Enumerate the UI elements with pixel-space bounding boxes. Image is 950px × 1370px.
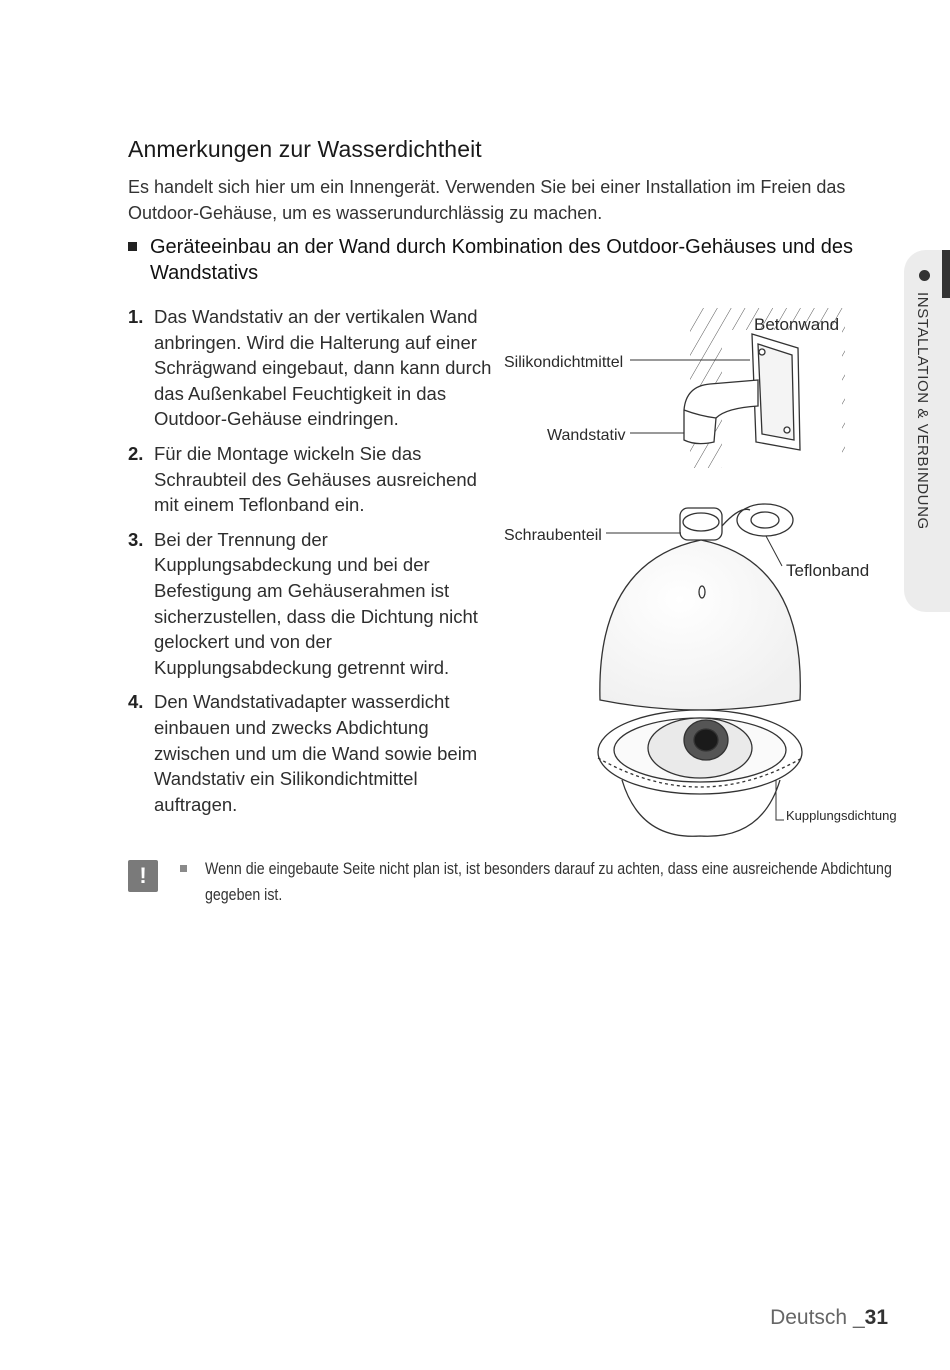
leader-line-teflonband <box>766 536 782 566</box>
label-betonwand: Betonwand <box>754 315 840 334</box>
note-text: Wenn die eingebaute Seite nicht plan ist, ist besonders darauf zu achten, dass eine ausreichende Abdichtung gegeben ist. <box>205 860 892 904</box>
steps-list <box>128 304 500 826</box>
label-wandstativ: Wandstativ <box>547 427 626 444</box>
step-text: Bei der Trennung der Kupplungsabdeckung und bei der Befestigung am Gehäuserahmen ist sicherzustellen, dass die Dichtung nicht gelockert und von der Kupplungsabdeckung getrennt wird. <box>154 528 478 678</box>
chapter-tab-label: INSTALLATION & VERBINDUNG <box>914 292 931 530</box>
step-number: 4. <box>128 691 144 713</box>
label-teflonband: Teflonband <box>786 561 870 580</box>
page-footer <box>770 1306 888 1330</box>
warning-icon-glyph: ! <box>139 863 147 888</box>
list-item <box>128 441 500 518</box>
step-number: 1. <box>128 306 144 327</box>
outdoor-housing <box>600 504 800 710</box>
chapter-tab <box>904 250 950 612</box>
step-number: 3. <box>128 528 144 550</box>
subheading <box>128 234 898 286</box>
dome-base <box>598 710 802 836</box>
page-number: 31 <box>864 1306 888 1329</box>
label-schraubenteil: Schraubenteil <box>504 527 602 544</box>
footer-language: Deutsch _ <box>770 1306 865 1329</box>
warning-icon <box>128 860 158 892</box>
subheading-text: Geräteeinbau an der Wand durch Kombination des Outdoor-Gehäuses und des Wandstativs <box>150 236 854 284</box>
step-number: 2. <box>128 442 144 464</box>
label-kupplungsdichtung: Kupplungsdichtung <box>786 808 897 823</box>
note-bullet-icon <box>180 865 187 872</box>
chapter-tab-marker <box>942 250 950 298</box>
section-title: Anmerkungen zur Wasserdichtheit <box>128 136 482 162</box>
list-item <box>128 689 500 817</box>
bullet-dot-icon <box>919 270 930 281</box>
installation-diagram <box>500 300 900 845</box>
list-item <box>128 304 500 432</box>
label-silikondichtmittel: Silikondichtmittel <box>504 354 624 371</box>
step-text: Für die Montage wickeln Sie das Schraubteil des Gehäuses ausreichend mit einem Teflonband ein. <box>154 442 477 516</box>
square-bullet-icon <box>128 242 137 251</box>
list-item <box>128 527 500 681</box>
step-text: Das Wandstativ an der vertikalen Wand anbringen. Wird die Halterung auf einer Schrägwand eingebaut, dann kann durch das Außenkabel Feuchtigkeit in das Outdoor-Gehäuse eindringen. <box>154 306 492 430</box>
intro-paragraph: Es handelt sich hier um ein Innengerät. Verwenden Sie bei einer Installation im Freien das Outdoor-Gehäuse, um es wasserundurchlässig zu machen. <box>128 177 846 223</box>
step-text: Den Wandstativadapter wasserdicht einbauen und zwecks Abdichtung zwischen und um die Wand sowie beim Wandstativ ein Silikondichtmittel auftragen. <box>154 691 478 815</box>
